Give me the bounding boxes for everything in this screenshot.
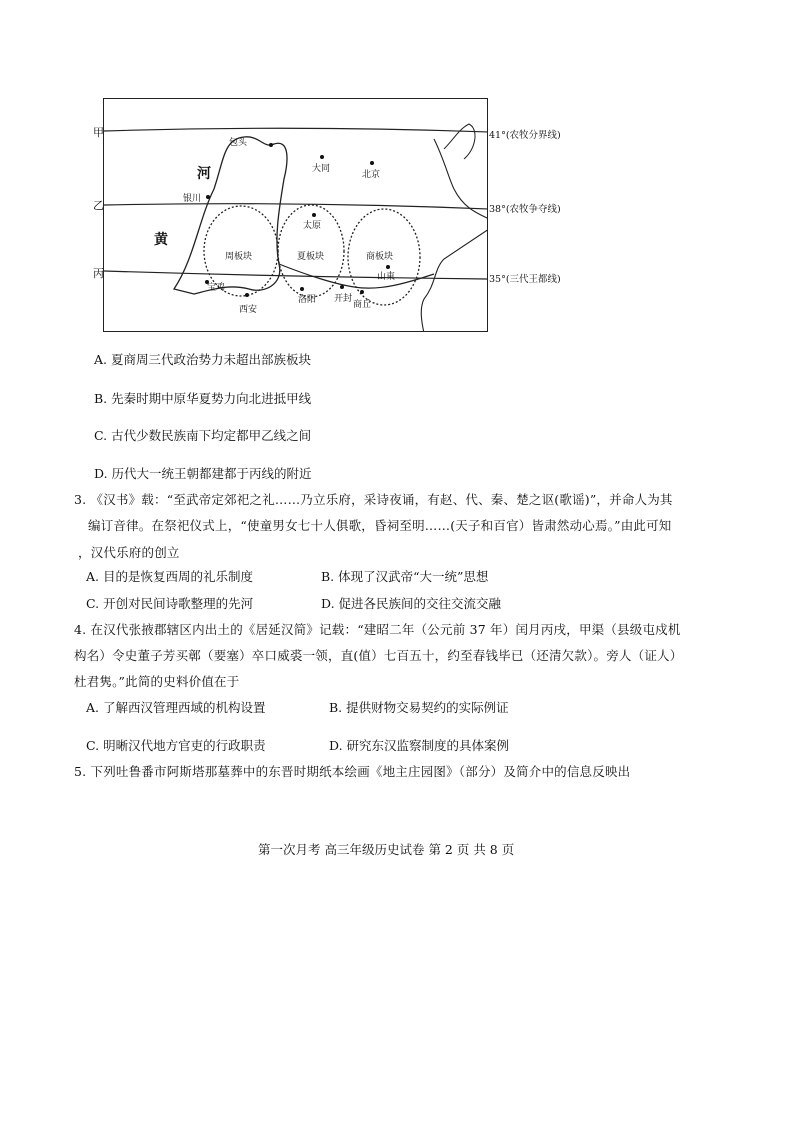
q3-option-d: D. 促进各民族间的交往交流交融 <box>321 596 502 611</box>
city-shandong: 山東 <box>377 272 396 282</box>
history-map <box>103 98 488 332</box>
city-dot-baotou <box>269 143 273 147</box>
q3-stem-line1: 3. 《汉书》载：“至武帝定郊祀之礼……乃立乐府，采诗夜诵，有赵、代、秦、楚之讴(歌谣)”，并命人为其 <box>74 492 673 507</box>
city-dot-yinchuan <box>206 195 210 199</box>
label-line-41: 41°(农牧分界线) <box>489 130 561 141</box>
q4-stem-line2: 构名）令史董子芳买鄣（要塞）卒口威裘一领，直(值）七百五十，约至春钱毕已（还清欠款）。旁人（证人） <box>74 648 683 663</box>
q4-stem-line3: 杜君隽。”此简的史料价值在于 <box>74 674 240 689</box>
city-dot-kaifeng <box>340 285 344 289</box>
label-line-35: 35°(三代王都线) <box>489 274 561 285</box>
q2-option-c: C. 古代少数民族南下均定都甲乙线之间 <box>94 428 312 443</box>
city-kaifeng: 开封 <box>334 294 353 304</box>
city-dot-taiyuan <box>312 213 316 217</box>
city-dot-luoyang <box>300 287 304 291</box>
city-baoji: 宝鸡 <box>207 283 226 293</box>
city-luoyang: 洛阳 <box>298 295 317 305</box>
row-label-bing: 丙 <box>93 267 104 280</box>
city-dot-xian <box>245 293 249 297</box>
river-label-he: 河 <box>197 166 211 182</box>
line-41 <box>104 128 488 132</box>
coastline-east <box>421 229 488 332</box>
page-footer: 第一次月考 高三年级历史试卷 第 2 页 共 8 页 <box>258 842 515 857</box>
city-yinchuan: 银川 <box>183 194 202 204</box>
q5-stem-line1: 5. 下列吐鲁番市阿斯塔那墓葬中的东晋时期纸本绘画《地主庄园图》（部分）及简介中的信息反映出 <box>74 764 631 779</box>
block-xia: 夏板块 <box>297 252 325 262</box>
block-zhou: 周板块 <box>225 252 253 262</box>
map-drawing <box>104 99 488 332</box>
q4-option-a: A. 了解西汉管理西域的机构设置 <box>86 700 266 715</box>
city-dot-beijing <box>370 161 374 165</box>
city-dot-datong <box>320 155 324 159</box>
q3-option-b: B. 体现了汉武帝“大一统”思想 <box>321 569 489 584</box>
q2-option-d: D. 历代大一统王朝都建都于丙线的附近 <box>94 466 312 481</box>
city-beijing: 北京 <box>362 170 381 180</box>
city-taiyuan: 太原 <box>303 221 322 231</box>
q3-stem-line3: ，汉代乐府的创立 <box>78 545 180 560</box>
yellow-river <box>174 137 287 294</box>
row-label-yi: 乙 <box>93 199 104 212</box>
city-baotou: 包头 <box>229 138 248 148</box>
q4-stem-line1: 4. 在汉代张掖郡辖区内出土的《居延汉简》记载：“建昭二年（公元前 37 年）闰月丙戌，甲渠（县级屯戍机 <box>74 622 681 637</box>
coastline-liaodong <box>444 124 475 159</box>
q4-option-c: C. 明晰汉代地方官吏的行政职责 <box>86 738 266 753</box>
river-label-huang: 黄 <box>154 232 168 248</box>
q2-option-b: B. 先秦时期中原华夏势力向北进抵甲线 <box>94 391 312 406</box>
q3-stem-line2: 编订音律。在祭祀仪式上，“使童男女七十人俱歌，昏祠至明……(天子和百官）皆肃然动心焉。”由此可知 <box>88 518 672 533</box>
block-shang: 商板块 <box>366 252 394 262</box>
q3-option-a: A. 目的是恢复西周的礼乐制度 <box>86 569 253 584</box>
row-label-jia: 甲 <box>93 126 104 139</box>
city-datong: 大同 <box>312 164 331 174</box>
city-dot-shangqiu <box>360 290 364 294</box>
q4-option-b: B. 提供财物交易契约的实际例证 <box>329 700 509 715</box>
line-38 <box>104 204 488 209</box>
label-line-38: 38°(农牧争夺线) <box>489 204 561 215</box>
city-shangqiu: 商丘 <box>353 300 372 310</box>
q2-option-a: A. 夏商周三代政治势力未超出部族板块 <box>94 352 311 367</box>
q4-option-d: D. 研究东汉监察制度的具体案例 <box>329 738 510 753</box>
city-xian: 西安 <box>239 305 258 315</box>
q3-option-c: C. 开创对民间诗歌整理的先河 <box>86 596 254 611</box>
